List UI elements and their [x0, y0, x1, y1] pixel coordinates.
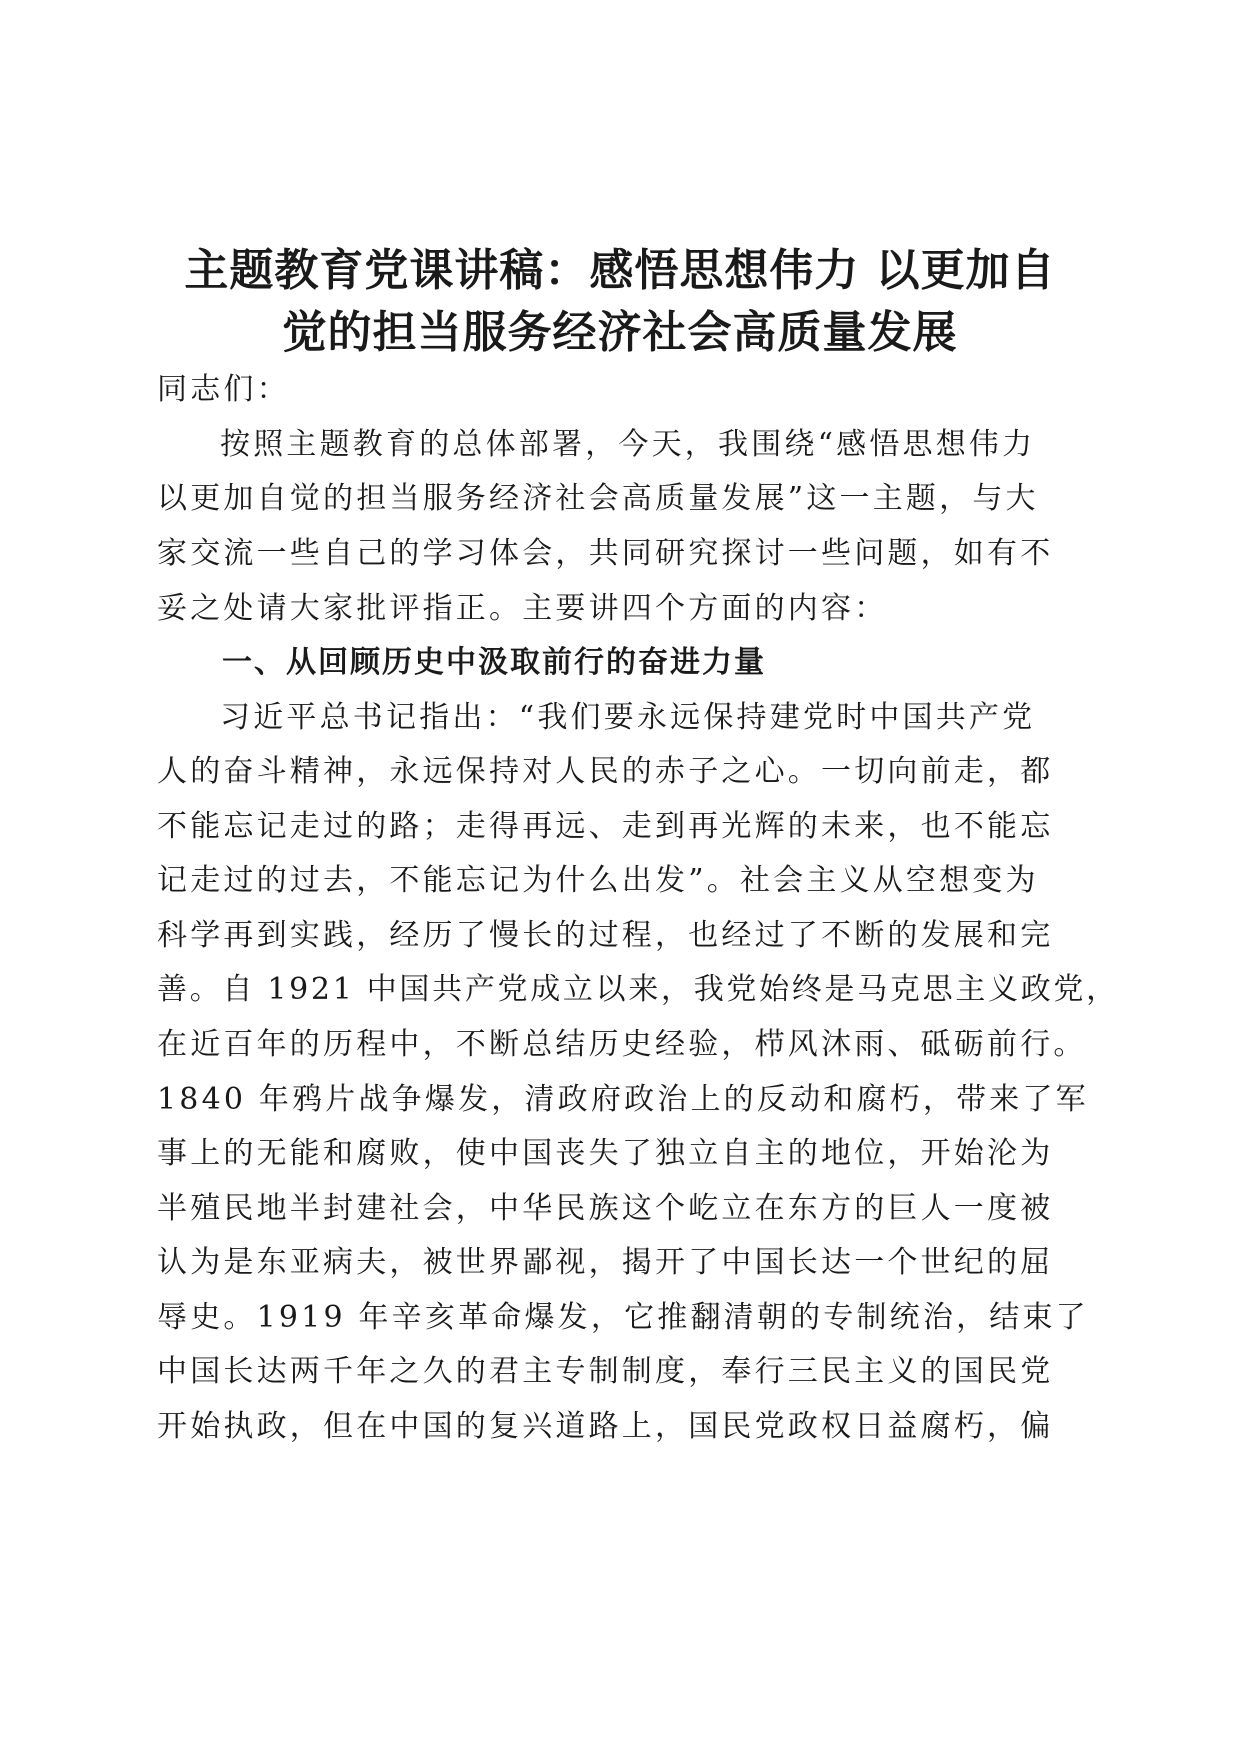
section-heading-1: 一、从回顾历史中汲取前行的奋进力量 [222, 645, 766, 680]
body-paragraph-line: 人的奋斗精神，永远保持对人民的赤子之心。一切向前走，都 [157, 754, 1054, 789]
body-paragraph-line: 不能忘记走过的路；走得再远、走到再光辉的未来，也不能忘 [157, 809, 1054, 844]
body-paragraph-line: 习近平总书记指出：“我们要永远保持建党时中国共产党 [220, 700, 1036, 735]
body-paragraph-line: 善。自 1921 中国共产党成立以来，我党始终是马克思主义政党， [157, 972, 1119, 1007]
intro-paragraph-line: 家交流一些自己的学习体会，共同研究探讨一些问题，如有不 [157, 536, 1054, 571]
body-paragraph-line: 辱史。1919 年辛亥革命爆发，它推翻清朝的专制统治，结束了 [157, 1300, 1089, 1335]
body-paragraph-line: 开始执政，但在中国的复兴道路上，国民党政权日益腐朽，偏 [157, 1409, 1054, 1444]
body-paragraph-line: 科学再到实践，经历了慢长的过程，也经过了不断的发展和完 [157, 918, 1054, 953]
body-paragraph-line: 认为是东亚病夫，被世界鄙视，揭开了中国长达一个世纪的屈 [157, 1245, 1054, 1280]
body-paragraph-line: 中国长达两千年之久的君主专制制度，奉行三民主义的国民党 [157, 1354, 1054, 1389]
body-paragraph-line: 事上的无能和腐败，使中国丧失了独立自主的地位，开始沦为 [157, 1136, 1054, 1171]
salutation: 同志们： [157, 372, 290, 407]
intro-paragraph-line: 按照主题教育的总体部署，今天，我围绕“感悟思想伟力 [220, 427, 1036, 462]
body-paragraph-line: 1840 年鸦片战争爆发，清政府政治上的反动和腐朽，带来了军 [157, 1082, 1089, 1117]
intro-paragraph-line: 以更加自觉的担当服务经济社会高质量发展”这一主题，与大 [157, 481, 1039, 516]
body-paragraph-line: 在近百年的历程中，不断总结历史经验，栉风沐雨、砥砺前行。 [157, 1027, 1087, 1062]
intro-paragraph-line: 妥之处请大家批评指正。主要讲四个方面的内容： [157, 591, 888, 626]
document-title-line-1: 主题教育党课讲稿：感悟思想伟力 以更加自 [184, 245, 1056, 296]
body-paragraph-line: 记走过的过去，不能忘记为什么出发”。社会主义从空想变为 [157, 863, 1039, 898]
body-paragraph-line: 半殖民地半封建社会，中华民族这个屹立在东方的巨人一度被 [157, 1191, 1054, 1226]
document-title-line-2: 觉的担当服务经济社会高质量发展 [282, 307, 958, 358]
